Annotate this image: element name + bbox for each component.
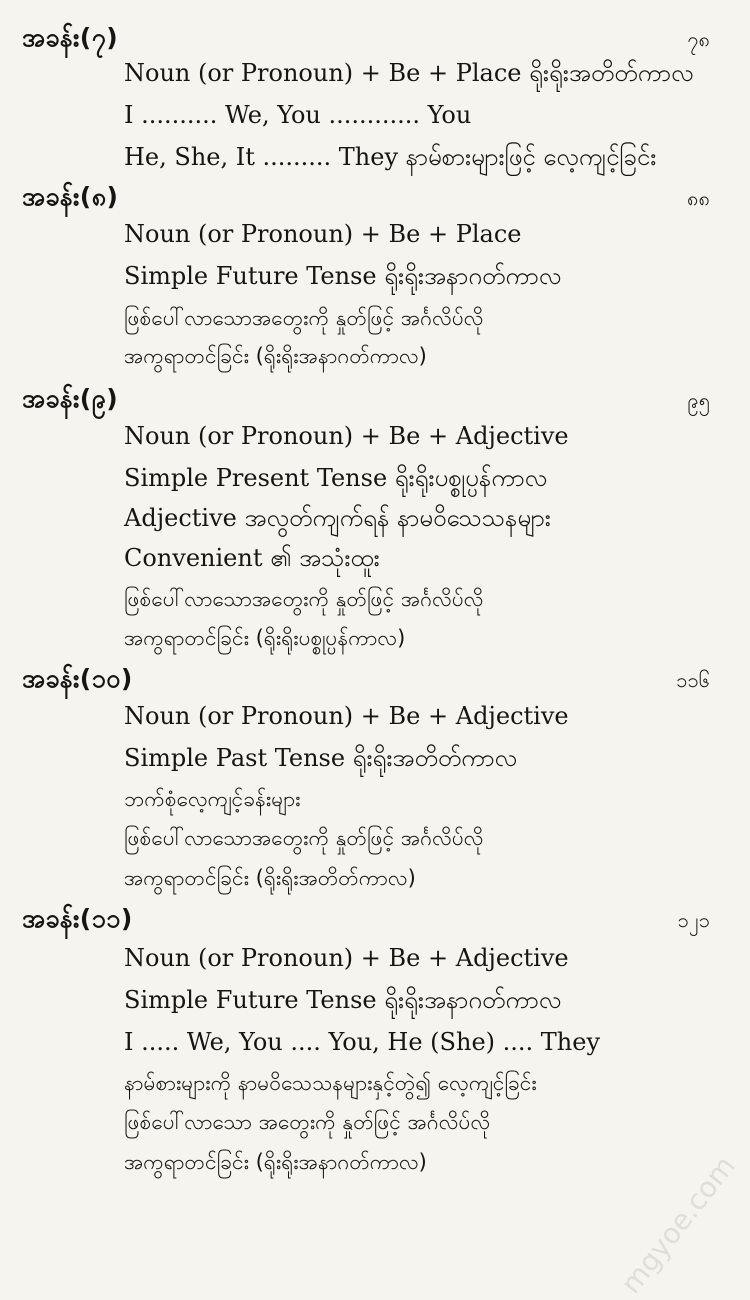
entry-line: ဖြစ်ပေါ်လာသောအတွေးကို နှုတ်ဖြင့် အင်္ဂလိပ်လို <box>124 826 484 850</box>
entry-line: Noun (or Pronoun) + Be + Adjective <box>124 422 569 450</box>
chapter-title: အခန်း(၁၁) <box>22 904 133 933</box>
entry-line: Noun (or Pronoun) + Be + Place ရိုးရိုးအတိတ်ကာလ <box>124 59 694 87</box>
entry-line: Simple Present Tense ရိုးရိုးပစ္စုပ္ပန်ကာလ <box>124 464 548 492</box>
page-number: ၁၁၆ <box>676 668 710 692</box>
page-number: ၉၅ <box>687 388 710 412</box>
page-number: ၇၈ <box>687 27 710 51</box>
entry-line: Simple Past Tense ရိုးရိုးအတိတ်ကာလ <box>124 744 518 772</box>
entry-line: အကွရာတင်ခြင်း (ရိုးရိုးအတိတ်ကာလ) <box>124 866 416 890</box>
entry-line: အကွရာတင်ခြင်း (ရိုးရိုးအနာဂတ်ကာလ) <box>124 344 427 368</box>
entry-line: ဘက်စုံလေ့ကျင့်ခန်းများ <box>124 787 301 811</box>
entry-line: ဖြစ်ပေါ်လာသော အတွေးကို နှုတ်ဖြင့် အင်္ဂလိပ်လို <box>124 1110 491 1134</box>
entry-line: He, She, It ......... They နာမ်စားများဖြင့် လေ့ကျင့်ခြင်း <box>124 143 657 171</box>
chapter-title: အခန်း(၉) <box>22 384 119 413</box>
entry-line: Noun (or Pronoun) + Be + Adjective <box>124 944 569 972</box>
watermark: mgyoe.com <box>614 1149 742 1300</box>
entry-line: I .......... We, You ............ You <box>124 101 472 129</box>
entry-line: Adjective အလွတ်ကျက်ရန် နာမဝိသေသနများ <box>124 504 551 532</box>
entry-line: Noun (or Pronoun) + Be + Adjective <box>124 702 569 730</box>
chapter-title: အခန်း(၇) <box>22 23 119 52</box>
entry-line: Simple Future Tense ရိုးရိုးအနာဂတ်ကာလ <box>124 262 562 290</box>
page-number: ၁၂၁ <box>677 908 710 932</box>
entry-line: Convenient ၏ အသုံးထူး <box>124 544 380 572</box>
entry-line: ဖြစ်ပေါ်လာသောအတွေးကို နှုတ်ဖြင့် အင်္ဂလိပ်လို <box>124 306 484 330</box>
entry-line: နာမ်စားများကို နာမဝိသေသနများနှင့်တွဲ၍ လေ့ကျင့်ခြင်း <box>124 1071 537 1095</box>
entry-line: Simple Future Tense ရိုးရိုးအနာဂတ်ကာလ <box>124 986 562 1014</box>
entry-line: ဖြစ်ပေါ်လာသောအတွေးကို နှုတ်ဖြင့် အင်္ဂလိပ်လို <box>124 587 484 611</box>
entry-line: Noun (or Pronoun) + Be + Place <box>124 220 522 248</box>
entry-line: အကွရာတင်ခြင်း (ရိုးရိုးအနာဂတ်ကာလ) <box>124 1150 427 1174</box>
entry-line: အကွရာတင်ခြင်း (ရိုးရိုးပစ္စုပ္ပန်ကာလ) <box>124 626 406 650</box>
page-number: ၈၈ <box>687 186 710 210</box>
chapter-title: အခန်း(၈) <box>22 182 119 211</box>
entry-line: I ..... We, You .... You, He (She) .... They <box>124 1028 601 1056</box>
chapter-title: အခန်း(၁၀) <box>22 664 133 693</box>
